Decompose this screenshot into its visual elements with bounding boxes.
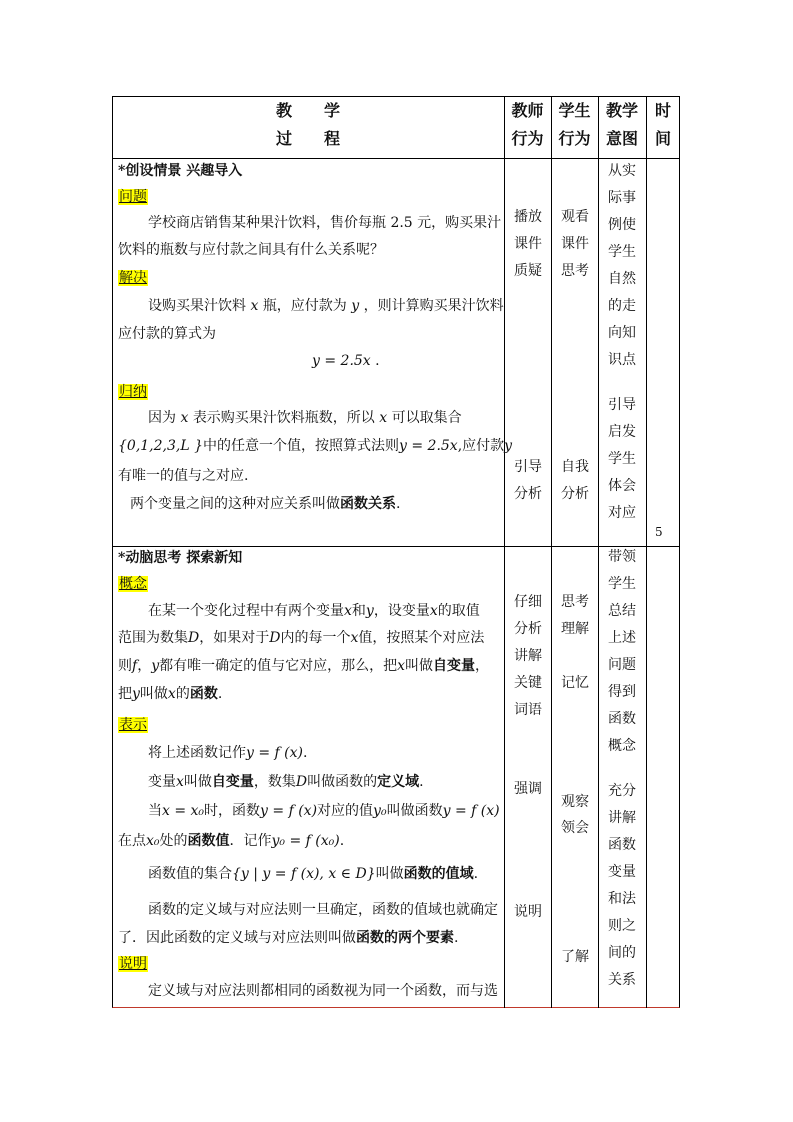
solve-line-2: 应付款的算式为 [118,326,216,342]
repr-2b: x [176,774,184,790]
concept-3c: ， [137,658,152,674]
induce-4c: . [396,496,401,512]
repr-line-2 [148,773,424,791]
induce-2b: 中的任意一个值，按照算式法则 [203,438,399,454]
solve-line-1 [148,297,504,315]
repr-4b: x₀ [146,833,160,849]
s2-intent-0: 带领 [608,549,636,565]
induce-1a: 因为 [148,410,176,426]
s1-intent-9: 引导 [608,397,636,413]
header-process-1: 教 学 [275,101,340,120]
label-note [118,955,148,973]
induce-4b: 函数关系 [340,496,396,512]
repr-5d: 函数的值域 [403,866,474,882]
repr-3h: y = f (x) [442,803,500,819]
repr-3c: 时，函数 [204,803,261,819]
repr-line-3 [148,802,500,820]
induce-1b: x [180,410,189,426]
repr-7a: 了．因此函数的定义域与对应法则叫做 [118,930,356,946]
concept-4c: 叫做 [139,686,168,702]
formula: y = 2.5x [312,353,371,369]
s2-teacher-explain: 说明 [514,904,542,920]
header-divider [112,158,680,159]
repr-1a: 将上述函数记作 [148,745,246,761]
concept-4d: x [167,686,176,702]
s1-intent-0: 从实 [608,163,636,179]
label-problem-text: 问题 [119,189,147,205]
s2-student-gap-2 [553,643,597,670]
col-divider-intent [646,96,647,1008]
label-note-text: 说明 [119,956,147,972]
repr-1c: . [303,745,308,761]
s2-intent-14: 则之 [608,918,636,934]
repr-1b: y = f (x) [246,745,303,761]
concept-4a: 把 [118,686,132,702]
induce-4a: 两个变量之间的这种对应关系叫做 [130,496,340,512]
s1-intent-5: 的走 [608,298,636,314]
induce-2e: y [504,438,513,454]
s1-student-col [553,204,597,285]
repr-line-1 [148,744,307,762]
repr-7c: . [454,930,459,946]
s2-teacher-col [506,589,550,724]
induce-2c: y = 2.5x [399,438,458,454]
s1-student2-0: 自我 [561,459,589,475]
formula-line [312,352,380,370]
solve-1b: x [250,298,259,314]
s1-intent-gap [600,374,644,392]
note-line-1: 定义域与对应法则都相同的函数视为同一个函数，而与选 [148,983,498,999]
concept-3h: 自变量 [433,658,476,674]
concept-line-3 [118,657,489,675]
label-repr-text: 表示 [119,717,147,733]
concept-line-2 [118,629,484,647]
repr-5b: {y | y = f (x), x ∈ D} [232,866,376,882]
repr-2h: 定义域 [377,774,420,790]
s2-intent-15: 间的 [608,945,636,961]
s2-intent-13: 和法 [608,891,636,907]
problem-line-1: 学校商店销售某种果汁饮料，售价每瓶 2.5 元，购买果汁 [148,215,502,231]
label-concept [118,575,148,593]
concept-3g: 叫做 [405,658,434,674]
s1-intent-10: 启发 [608,424,636,440]
lesson-plan-table [112,96,680,1008]
concept-1d: y [365,603,374,619]
induce-line-4 [130,495,400,513]
label-solve [118,269,148,287]
induce-line-2 [118,437,512,455]
header-teacher-1: 教师 [511,101,544,120]
s1-intent-11: 学生 [608,451,636,467]
solve-1d: y [351,298,360,314]
s2-student-2: 理解 [561,621,589,637]
repr-2c: 叫做 [183,774,212,790]
header-intent-1: 教学 [605,101,638,120]
repr-3e: 对应的值 [317,803,374,819]
section-divider [112,546,680,547]
s2-intent-3: 上述 [608,630,636,646]
s1-intent-4: 自然 [608,271,636,287]
concept-1g: 的取值 [437,603,480,619]
repr-3a: 当 [148,803,162,819]
s2-intent-12: 变量 [608,864,636,880]
concept-4g: . [217,686,223,702]
concept-1b: x [344,603,352,619]
s2-intent-11: 函数 [608,837,636,853]
concept-3b: f [132,658,138,674]
concept-2c: ，如果对于 [199,630,270,646]
s2-intent-gap [600,760,644,778]
header-intent-2: 意图 [605,129,638,148]
s1-intent-6: 向知 [608,325,636,341]
section1-title: *创设情景 兴趣导入 [118,163,243,179]
header-process-2: 过 程 [275,129,340,148]
repr-2e: ，数集 [253,774,296,790]
s1-intent-col [600,158,644,527]
s2-teacher-4: 词语 [514,702,542,718]
s2-intent-2: 总结 [608,603,636,619]
s1-teacher2-1: 分析 [514,486,542,502]
s1-intent-13: 对应 [608,505,636,521]
concept-2b: D [188,630,200,646]
header-time-2: 间 [654,129,671,148]
concept-2g: 值，按照某个对应法 [358,630,485,646]
col-divider-student [598,96,599,1008]
s2-intent-5: 得到 [608,684,636,700]
repr-3f: y₀ [373,803,387,819]
repr-3d: y = f (x) [260,803,318,819]
repr-3g: 叫做函数 [386,803,443,819]
concept-1c: 和 [351,603,366,619]
formula-end: . [375,353,380,369]
repr-4c: 处的 [159,833,188,849]
repr-5e: . [473,866,479,882]
concept-4f: 函数 [189,686,218,702]
repr-line-7 [118,929,458,947]
label-induce [118,383,148,401]
s2-teacher-3: 关键 [514,675,542,691]
s1-teacher-col [506,204,550,285]
s2-student-comprehend: 领会 [561,820,589,836]
induce-2a: {0,1,2,3,L } [118,438,203,454]
induce-1d: x [379,410,388,426]
s2-student-col-2 [553,789,597,841]
s2-intent-6: 函数 [608,711,636,727]
s2-intent-4: 问题 [608,657,636,673]
s1-intent-2: 例使 [608,217,636,233]
s2-student-understand: 了解 [561,949,589,965]
concept-3i: ， [475,658,490,674]
s2-teacher-emphasize: 强调 [514,781,542,797]
repr-2i: . [419,774,424,790]
label-solve-text: 解决 [119,270,147,286]
solve-1a: 设购买果汁饮料 [148,298,246,314]
s2-intent-7: 概念 [608,738,636,754]
s1-teacher-col-2 [506,454,550,508]
induce-line-3: 有唯一的值与之对应. [118,468,249,484]
s2-student-col [553,589,597,697]
label-concept-text: 概念 [119,576,147,592]
s1-time: 5 [655,525,663,539]
header-time-1: 时 [654,101,671,120]
concept-3f: x [397,658,406,674]
repr-4e: ．记作 [229,833,272,849]
s1-teacher2-0: 引导 [514,459,542,475]
repr-line-5 [148,865,478,883]
s2-student-observe: 观察 [561,794,589,810]
repr-2a: 变量 [148,774,176,790]
col-divider-teacher [551,96,552,1008]
label-repr [118,716,148,734]
concept-line-1 [148,602,480,620]
s1-intent-12: 体会 [608,478,636,494]
s2-teacher-0: 仔细 [514,594,542,610]
s2-teacher-2: 讲解 [514,648,542,664]
s1-student-col-2 [553,454,597,508]
s1-teacher-1: 课件 [514,236,542,252]
s2-intent-9: 充分 [608,783,636,799]
concept-2a: 范围为数集 [118,630,188,646]
concept-1e: ，设变量 [373,603,430,619]
repr-4f: y₀ = f (x₀) [271,833,340,849]
concept-2f: x [350,630,359,646]
repr-5a: 函数值的集合 [148,866,232,882]
concept-1a: 在某一个变化过程中有两个变量 [148,603,344,619]
s1-teacher-0: 播放 [514,209,542,225]
concept-line-4 [118,685,222,703]
induce-1e: 可以取集合 [391,410,462,426]
s1-teacher-3: 质疑 [514,263,542,279]
s2-intent-1: 学生 [608,576,636,592]
induce-2d: ,应付款 [457,438,505,454]
label-problem [118,188,148,206]
repr-line-6: 函数的定义域与对应法则一旦确定，函数的值域也就确定 [148,902,498,918]
solve-1c: 瓶，应付款为 [262,298,347,314]
label-induce-text: 归纳 [119,384,147,400]
induce-line-1 [148,409,462,427]
s2-intent-16: 关系 [608,972,636,988]
repr-line-4 [118,832,344,850]
s1-student-3: 思考 [561,263,589,279]
repr-2g: 叫做函数的 [307,774,378,790]
header-teacher-2: 行为 [511,129,544,148]
concept-3e: 都有唯一确定的值与它对应，那么，把 [159,658,398,674]
repr-4a: 在点 [118,833,146,849]
problem-line-2: 饮料的瓶数与应付款之间具有什么关系呢？ [118,242,384,258]
repr-7b: 函数的两个要素 [356,930,454,946]
concept-4b: y [132,686,140,702]
s1-intent-7: 识点 [608,352,636,368]
repr-3b: x = x₀ [162,803,205,819]
repr-2f: D [295,774,308,790]
concept-2e: 内的每一个 [280,630,351,646]
concept-3d: y [151,658,160,674]
s1-student-1: 课件 [561,236,589,252]
s2-student-5: 记忆 [561,675,589,691]
s1-intent-3: 学生 [608,244,636,260]
s2-student-0: 思考 [561,594,589,610]
concept-4e: 的 [175,686,190,702]
repr-4d: 函数值 [187,833,230,849]
s1-intent-1: 际事 [608,190,636,206]
section2-title: *动脑思考 探索新知 [118,550,243,566]
header-student-2: 行为 [558,129,591,148]
col-divider-process [504,96,505,1008]
header-student-1: 学生 [558,101,591,120]
s1-student-0: 观看 [561,209,589,225]
solve-1e: ，则计算购买果汁饮料 [363,298,504,314]
repr-5c: 叫做 [375,866,404,882]
repr-4g: . [339,833,345,849]
concept-2d: D [269,630,281,646]
s2-intent-col [600,544,644,994]
concept-3a: 则 [118,658,132,674]
repr-2d: 自变量 [211,774,254,790]
s1-student2-1: 分析 [561,486,589,502]
induce-1c: 表示购买果汁饮料瓶数，所以 [192,410,375,426]
s2-intent-10: 讲解 [608,810,636,826]
concept-1f: x [429,603,438,619]
s2-teacher-1: 分析 [514,621,542,637]
